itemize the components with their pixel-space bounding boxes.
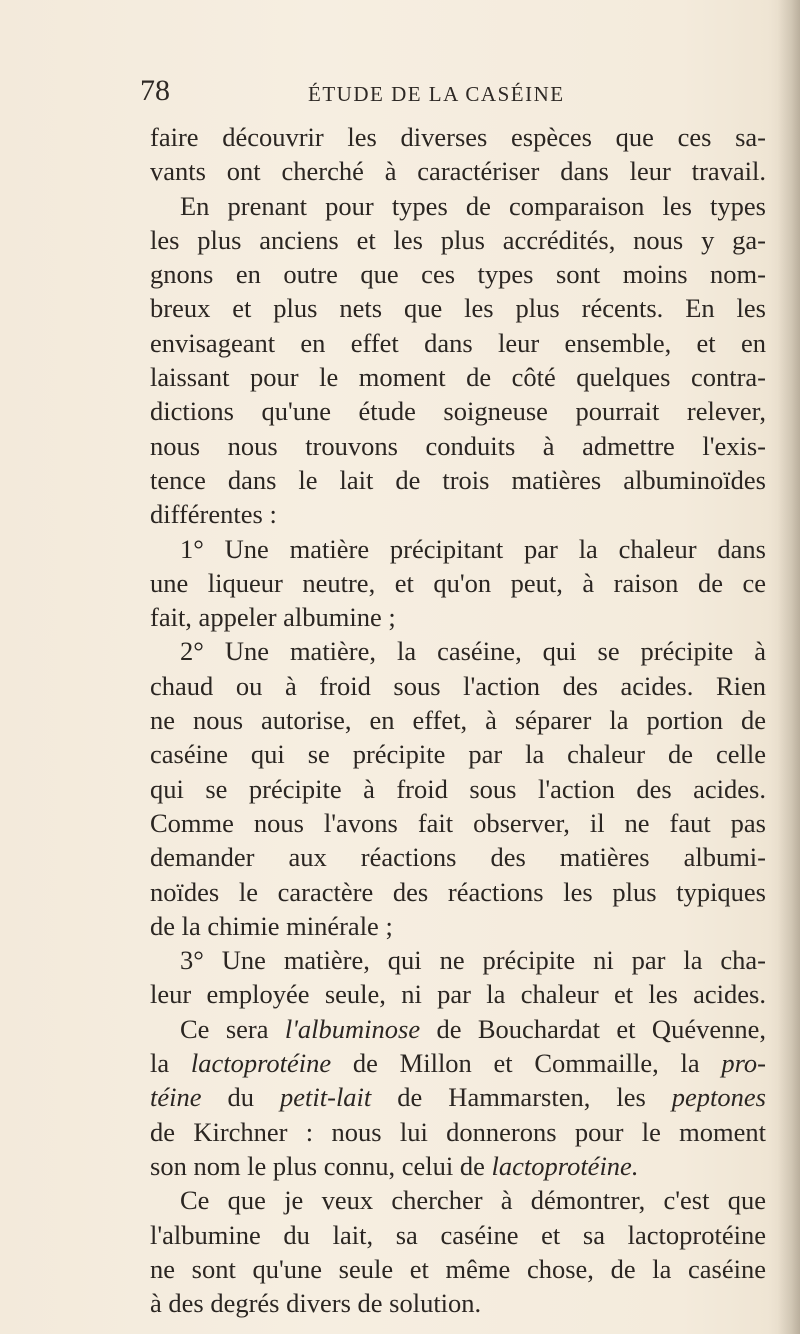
text-line	[150, 1080, 766, 1114]
text-line: une liqueur neutre, et qu'on peut, à raison de ce	[150, 567, 766, 598]
text-line	[150, 1012, 766, 1046]
body-text	[150, 120, 766, 1320]
text-segment: de Bouchardat et Quévenne,	[420, 1013, 766, 1044]
text-line: tence dans le lait de trois matières albuminoïdes	[150, 464, 766, 495]
italic-term: peptones	[671, 1082, 766, 1113]
text-line: caséine qui se précipite par la chaleur de celle	[150, 739, 766, 770]
text-segment: Ce sera	[180, 1013, 285, 1044]
text-line: laissant pour le moment de côté quelques contra-	[150, 362, 766, 393]
text-line: gnons en outre que ces types sont moins nom-	[150, 259, 766, 290]
text-segment: de Millon et Commaille, la	[331, 1048, 722, 1079]
text-line: demander aux réactions des matières albumi-	[150, 842, 766, 873]
italic-term: lactoprotéine.	[491, 1150, 639, 1181]
text-line: 3° Une matière, qui ne précipite ni par la cha-	[180, 945, 766, 976]
text-line	[150, 1046, 766, 1080]
text-line: de Kirchner : nous lui donnerons pour le moment	[150, 1116, 766, 1147]
text-line: de la chimie minérale ;	[150, 910, 393, 941]
text-line: l'albumine du lait, sa caséine et sa lactoprotéine	[150, 1219, 766, 1250]
text-line: les plus anciens et les plus accrédités, nous y ga-	[150, 224, 766, 255]
page-header	[140, 74, 780, 114]
text-line: fait, appeler albumine ;	[150, 602, 396, 633]
text-segment: la	[150, 1048, 191, 1079]
text-line: à des degrés divers de solution.	[150, 1288, 482, 1319]
italic-term: pro-	[721, 1048, 766, 1079]
text-line: vants ont cherché à caractériser dans leur travail.	[150, 156, 766, 187]
text-line: En prenant pour types de comparaison les types	[180, 190, 766, 221]
text-line: faire découvrir les diverses espèces que ces sa-	[150, 122, 766, 152]
text-line: envisageant en effet dans leur ensemble, et en	[150, 327, 766, 358]
page-edge-shadow	[778, 0, 800, 1334]
italic-term: l'albuminose	[284, 1013, 421, 1044]
text-segment: son nom le plus connu, celui de	[150, 1150, 492, 1181]
text-segment: de Hammarsten, les	[371, 1082, 672, 1113]
text-segment: du	[201, 1082, 281, 1113]
text-line: qui se précipite à froid sous l'action des acides.	[150, 773, 766, 804]
text-line: ne nous autorise, en effet, à séparer la portion de	[150, 705, 766, 736]
text-line	[150, 1149, 766, 1183]
text-line: leur employée seule, ni par la chaleur et les acides.	[150, 979, 766, 1010]
text-line: ne sont qu'une seule et même chose, de la caséine	[150, 1253, 766, 1284]
text-line: breux et plus nets que les plus récents. En les	[150, 293, 766, 324]
text-line: 2° Une matière, la caséine, qui se précipite à	[180, 636, 766, 667]
italic-term: téine	[150, 1082, 202, 1113]
text-line: noïdes le caractère des réactions les plus typiques	[150, 876, 766, 907]
page-number: 78	[140, 74, 170, 107]
italic-term: petit-lait	[280, 1082, 372, 1113]
text-line: dictions qu'une étude soigneuse pourrait relever,	[150, 396, 766, 427]
running-head: ÉTUDE DE LA CASÉINE	[308, 82, 565, 106]
text-line: 1° Une matière précipitant par la chaleur dans	[180, 533, 766, 564]
text-line: Ce que je veux chercher à démontrer, c'est que	[180, 1185, 766, 1216]
text-line: Comme nous l'avons fait observer, il ne faut pas	[150, 807, 766, 838]
text-line: différentes :	[150, 499, 277, 530]
italic-term: lactoprotéine	[190, 1048, 332, 1079]
text-line: nous nous trouvons conduits à admettre l'exis-	[150, 430, 766, 461]
text-line: chaud ou à froid sous l'action des acides. Rien	[150, 670, 766, 701]
